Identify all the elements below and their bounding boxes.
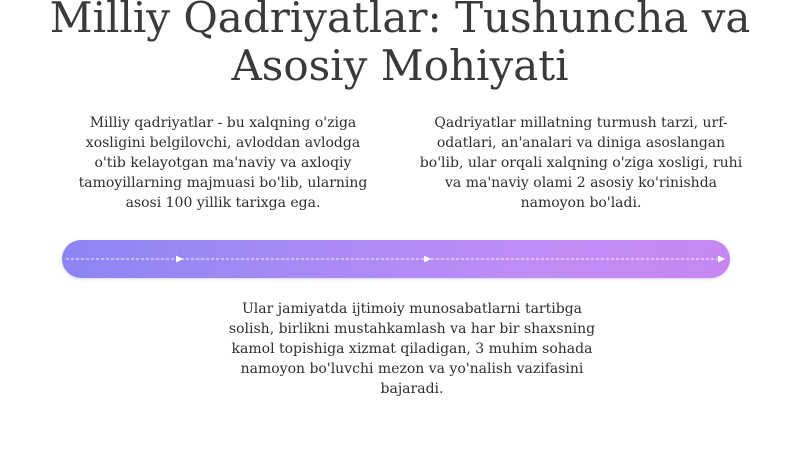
timeline-bar xyxy=(62,240,730,278)
paragraph-left: Milliy qadriyatlar - bu xalqning o'ziga xosligini belgilovchi, avloddan avlodga o'tib kelayotgan ma'naviy va axloqiy tamoyillarning majmuasi bo'lib, ularning asosi 100 yillik tarixga ega. xyxy=(78,115,368,211)
slide-title: Milliy Qadriyatlar: Tushuncha va Asosiy Mohiyati xyxy=(49,0,751,90)
arrow-icon xyxy=(718,256,725,263)
paragraph-bottom: Ular jamiyatda ijtimoiy munosabatlarni tartibga solish, birlikni mustahkamlash va har bir shaxsning kamol topishiga xizmat qiladigan, 3 muhim sohada namoyon bo'luvchi mezon va yo'nalish vazifasini bajaradi. xyxy=(228,301,596,397)
arrow-icon xyxy=(424,256,431,263)
paragraph-right: Qadriyatlar millatning turmush tarzi, urf-odatlari, an'analari va diniga asoslangan bo'lib, ular orqali xalqning o'ziga xosligi, ruhi va ma'naviy olami 2 asosiy ko'rinishda namoyon bo'ladi. xyxy=(419,115,743,211)
timeline-track xyxy=(62,240,730,278)
arrow-icon xyxy=(176,256,183,263)
